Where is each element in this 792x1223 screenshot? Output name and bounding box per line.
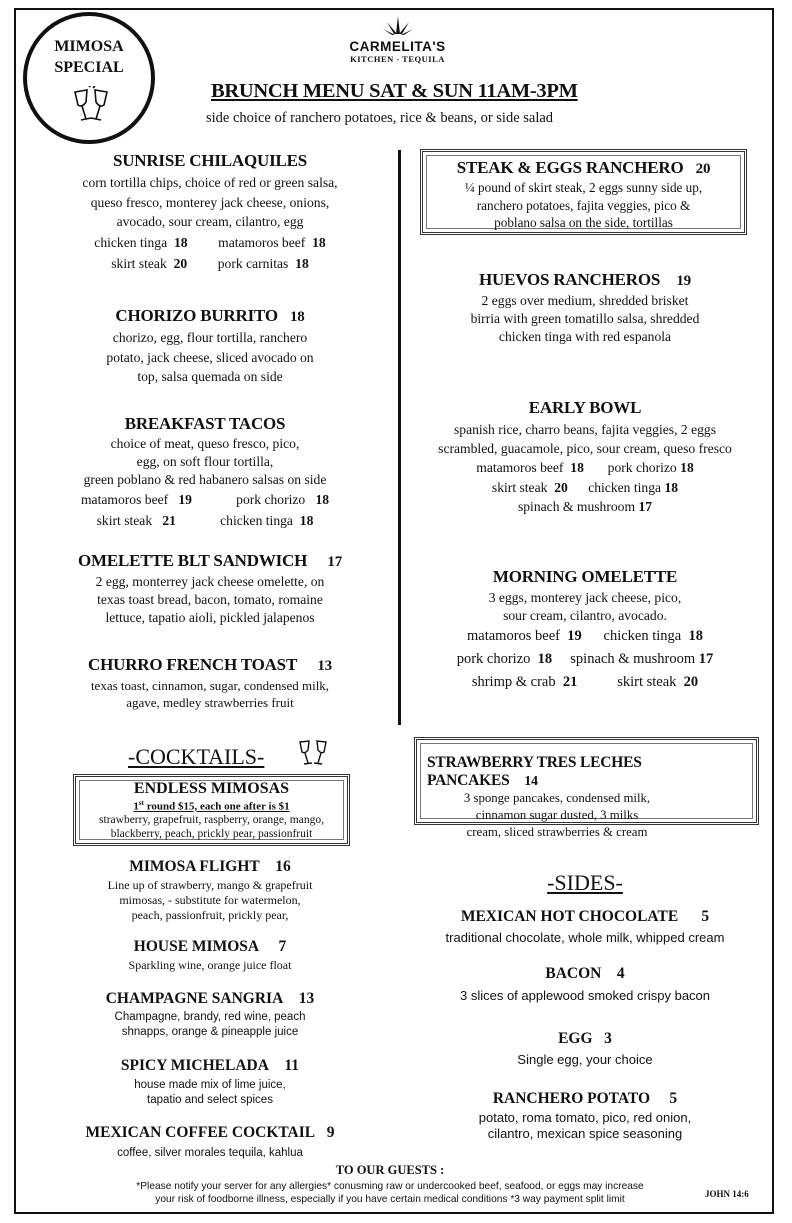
item-desc: tapatio and select spices: [147, 1094, 273, 1106]
footer-heading: TO OUR GUESTS :: [335, 1163, 445, 1177]
logo-subtitle: KITCHEN - TEQUILA: [350, 54, 445, 64]
menu-item-sunrise-chilaquiles: [60, 151, 360, 274]
option-name: chicken tinga: [94, 234, 168, 250]
item-desc: Line up of strawberry, mango & grapefruit: [107, 878, 313, 892]
menu-item-breakfast-tacos: [55, 414, 355, 531]
endless-mimosas-box: [73, 774, 350, 846]
item-desc: spanish rice, charro beans, fajita veggies, 2 eggs: [454, 422, 716, 437]
item-desc: strawberry, grapefruit, raspberry, orange, mango,: [99, 813, 324, 826]
option-price: 18: [688, 628, 703, 644]
item-desc: texas toast, cinnamon, sugar, condensed milk,: [90, 678, 330, 693]
item-desc: traditional chocolate, whole milk, whipped cream: [445, 930, 725, 945]
option-price: 18: [299, 513, 314, 528]
option-name: spinach & mushroom: [517, 499, 636, 514]
badge-line1: MIMOSA: [54, 38, 124, 55]
item-desc: 3 eggs, monterey jack cheese, pico,: [488, 590, 682, 605]
page-title: BRUNCH MENU SAT & SUN 11AM-3PM: [211, 80, 578, 102]
option-price: 18: [173, 234, 188, 250]
item-price: 5: [669, 1090, 678, 1107]
option-name: pork chorizo: [236, 492, 306, 507]
round-suffix: st: [138, 799, 144, 807]
endless-pricing: [76, 799, 347, 813]
mimosa-special-badge: [23, 12, 155, 144]
option-price: 21: [562, 674, 578, 690]
item-title: STEAK & EGGS RANCHERO: [456, 158, 684, 177]
menu-item-early-bowl: [415, 398, 755, 517]
item-desc: potato, roma tomato, pico, red onion,: [478, 1110, 692, 1125]
round-number: 1: [133, 800, 139, 813]
logo-name: CARMELITA'S: [349, 39, 446, 54]
item-desc: avocado, sour cream, cilantro, egg: [116, 214, 304, 229]
option-price: 20: [554, 479, 568, 495]
menu-item-huevos-rancheros: [430, 270, 740, 346]
item-price: 7: [278, 938, 287, 955]
item-title: EARLY BOWL: [528, 398, 642, 417]
side-ranchero-potato: [415, 1090, 755, 1142]
item-desc: 3 slices of applewood smoked crispy bacon: [459, 988, 711, 1003]
option-price: 20: [173, 255, 188, 271]
footer-line: your risk of foodborne illness, especially if you have certain medical conditions *3 way payment split limit: [155, 1194, 625, 1205]
item-price: 14: [524, 774, 538, 789]
item-desc: green poblano & red habanero salsas on side: [83, 472, 327, 487]
item-price: 19: [676, 273, 691, 289]
option-price: 18: [680, 460, 694, 475]
item-title: MIMOSA FLIGHT: [129, 858, 260, 875]
item-price: 5: [701, 908, 710, 925]
item-desc: 2 eggs over medium, shredded brisket: [481, 293, 689, 308]
item-price: 3: [604, 1030, 612, 1047]
item-desc: blackberry, peach, prickly pear, passionfruit: [110, 827, 313, 840]
item-title: CHORIZO BURRITO: [115, 306, 278, 325]
steak-eggs-box: [420, 149, 747, 235]
item-title: RANCHERO POTATO: [492, 1090, 651, 1107]
menu-item-mexican-coffee: [60, 1124, 360, 1161]
menu-item-house-mimosa: [60, 938, 360, 973]
badge-line2: SPECIAL: [54, 59, 124, 76]
item-price: 16: [275, 858, 291, 875]
champagne-glasses-icon: [67, 86, 115, 126]
item-desc: mimosas, - substitute for watermelon,: [119, 893, 301, 907]
option-name: chicken tinga: [603, 628, 682, 644]
item-desc: house made mix of lime juice,: [134, 1079, 286, 1091]
option-name: chicken tinga: [588, 479, 662, 495]
item-price: 13: [317, 658, 332, 674]
cocktails-heading: -COCKTAILS-: [128, 744, 265, 769]
option-name: matamoros beef: [476, 460, 564, 475]
option-price: 17: [698, 651, 714, 667]
item-desc: birria with green tomatillo salsa, shredded: [470, 311, 700, 326]
item-desc: ranchero potatoes, fajita veggies, pico &: [476, 197, 691, 213]
pancakes-box: [414, 737, 759, 839]
item-price: 18: [290, 309, 305, 325]
option-name: skirt steak: [111, 255, 167, 271]
item-title: STRAWBERRY TRES LECHES PANCAKES: [427, 754, 642, 789]
menu-item-spicy-michelada: [60, 1057, 360, 1108]
restaurant-logo: [330, 16, 465, 64]
item-desc: Single egg, your choice: [517, 1052, 653, 1067]
item-desc: cilantro, mexican spice seasoning: [487, 1126, 683, 1141]
option-name: skirt steak: [491, 479, 548, 495]
option-name: skirt steak: [617, 674, 677, 690]
item-price: 13: [298, 990, 315, 1007]
option-price: 18: [537, 651, 553, 667]
option-price: 18: [570, 460, 584, 475]
option-price: 17: [638, 499, 653, 514]
item-price: 20: [695, 161, 711, 177]
agave-icon: [383, 16, 413, 36]
option-name: matamoros beef: [467, 628, 561, 644]
option-name: matamoros beef: [80, 492, 169, 507]
item-desc: peach, passionfruit, prickly pear,: [131, 908, 289, 922]
item-desc: 3 sponge pancakes, condensed milk,: [463, 791, 651, 805]
option-price: 20: [683, 674, 699, 690]
item-title: HUEVOS RANCHEROS: [479, 270, 661, 289]
option-name: pork chorizo: [607, 460, 677, 475]
item-title: MORNING OMELETTE: [492, 567, 678, 586]
item-desc: potato, jack cheese, sliced avocado on: [106, 349, 314, 365]
menu-item-champagne-sangria: [60, 990, 360, 1040]
option-price: 18: [295, 255, 309, 271]
item-desc: cinnamon sugar dusted, 3 milks: [475, 808, 639, 822]
menu-item-chorizo-burrito: [60, 306, 360, 387]
option-name: chicken tinga: [220, 513, 293, 528]
column-divider: [398, 150, 401, 725]
option-price: 21: [162, 513, 176, 528]
item-title: CHURRO FRENCH TOAST: [88, 655, 298, 674]
item-title: OMELETTE BLT SANDWICH: [77, 551, 308, 570]
menu-item-morning-omelette: [420, 567, 750, 694]
option-name: matamoros beef: [218, 234, 306, 250]
item-desc: coffee, silver morales tequila, kahlua: [117, 1147, 303, 1159]
option-price: 18: [312, 234, 326, 250]
item-desc: lettuce, tapatio aioli, pickled jalapenos: [105, 610, 315, 625]
menu-item-omelette-blt: [60, 551, 360, 627]
side-mexican-hot-chocolate: [415, 908, 755, 946]
option-name: pork chorizo: [456, 651, 531, 667]
item-title: BACON: [545, 965, 602, 982]
footer-notice: [60, 1163, 720, 1206]
option-price: 18: [664, 479, 679, 495]
option-price: 18: [315, 492, 330, 507]
item-price: 4: [616, 965, 625, 982]
item-desc: sour cream, cilantro, avocado.: [503, 608, 667, 623]
item-desc: poblano salsa on the side, tortillas: [494, 215, 673, 230]
item-desc: top, salsa quemada on side: [137, 369, 283, 384]
item-title: MEXICAN HOT CHOCOLATE: [460, 908, 679, 925]
page-subtitle: side choice of ranchero potatoes, rice & beans, or side salad: [206, 110, 554, 126]
option-name: pork carnitas: [217, 255, 289, 271]
item-desc: cream, sliced strawberries & cream: [466, 825, 648, 839]
side-bacon: [415, 965, 755, 1004]
option-name: skirt steak: [96, 513, 153, 528]
option-name: spinach & mushroom: [570, 651, 696, 667]
item-desc: chorizo, egg, flour tortilla, ranchero: [112, 330, 308, 345]
item-desc: Champagne, brandy, red wine, peach: [114, 1011, 306, 1023]
item-title: SPICY MICHELADA: [120, 1057, 269, 1074]
item-desc: shnapps, orange & pineapple juice: [121, 1026, 299, 1038]
menu-item-mimosa-flight: [60, 858, 360, 923]
item-desc: Sparkling wine, orange juice float: [128, 958, 292, 972]
option-price: 19: [178, 492, 192, 507]
item-title: EGG: [558, 1030, 593, 1047]
round-text: round $15, each one after is $1: [143, 800, 290, 813]
side-egg: [415, 1030, 755, 1068]
item-desc: scrambled, guacamole, pico, sour cream, queso fresco: [438, 441, 732, 456]
item-price: 9: [326, 1124, 335, 1141]
item-desc: corn tortilla chips, choice of red or green salsa,: [82, 175, 338, 190]
item-title: ENDLESS MIMOSAS: [133, 780, 290, 797]
item-title: MEXICAN COFFEE COCKTAIL: [85, 1124, 316, 1141]
item-price: 17: [327, 554, 343, 570]
item-desc: egg, on soft flour tortilla,: [136, 454, 274, 469]
item-desc: 2 egg, monterrey jack cheese omelette, on: [95, 574, 325, 589]
option-price: 19: [567, 628, 582, 644]
item-title: BREAKFAST TACOS: [124, 414, 286, 433]
menu-item-churro-french-toast: [50, 655, 370, 711]
champagne-glasses-icon: [296, 738, 330, 768]
option-name: shrimp & crab: [471, 674, 556, 690]
footer-line: *Please notify your server for any allergies* conusming raw or undercooked beef, seafood, or eggs may increase: [136, 1181, 644, 1192]
item-desc: chicken tinga with red espanola: [498, 329, 672, 344]
footer-verse: JOHN 14:6: [705, 1189, 749, 1199]
item-desc: choice of meat, queso fresco, pico,: [110, 436, 300, 451]
item-title: HOUSE MIMOSA: [133, 938, 260, 955]
item-desc: agave, medley strawberries fruit: [126, 695, 294, 710]
item-desc: ¼ pound of skirt steak, 2 eggs sunny side up,: [464, 180, 703, 195]
item-title: CHAMPAGNE SANGRIA: [105, 990, 284, 1007]
item-desc: texas toast bread, bacon, tomato, romaine: [97, 592, 323, 607]
item-price: 11: [284, 1057, 300, 1074]
item-title: SUNRISE CHILAQUILES: [112, 151, 308, 170]
sides-heading: -SIDES-: [547, 870, 623, 895]
item-desc: queso fresco, monterey jack cheese, onions,: [90, 194, 330, 210]
